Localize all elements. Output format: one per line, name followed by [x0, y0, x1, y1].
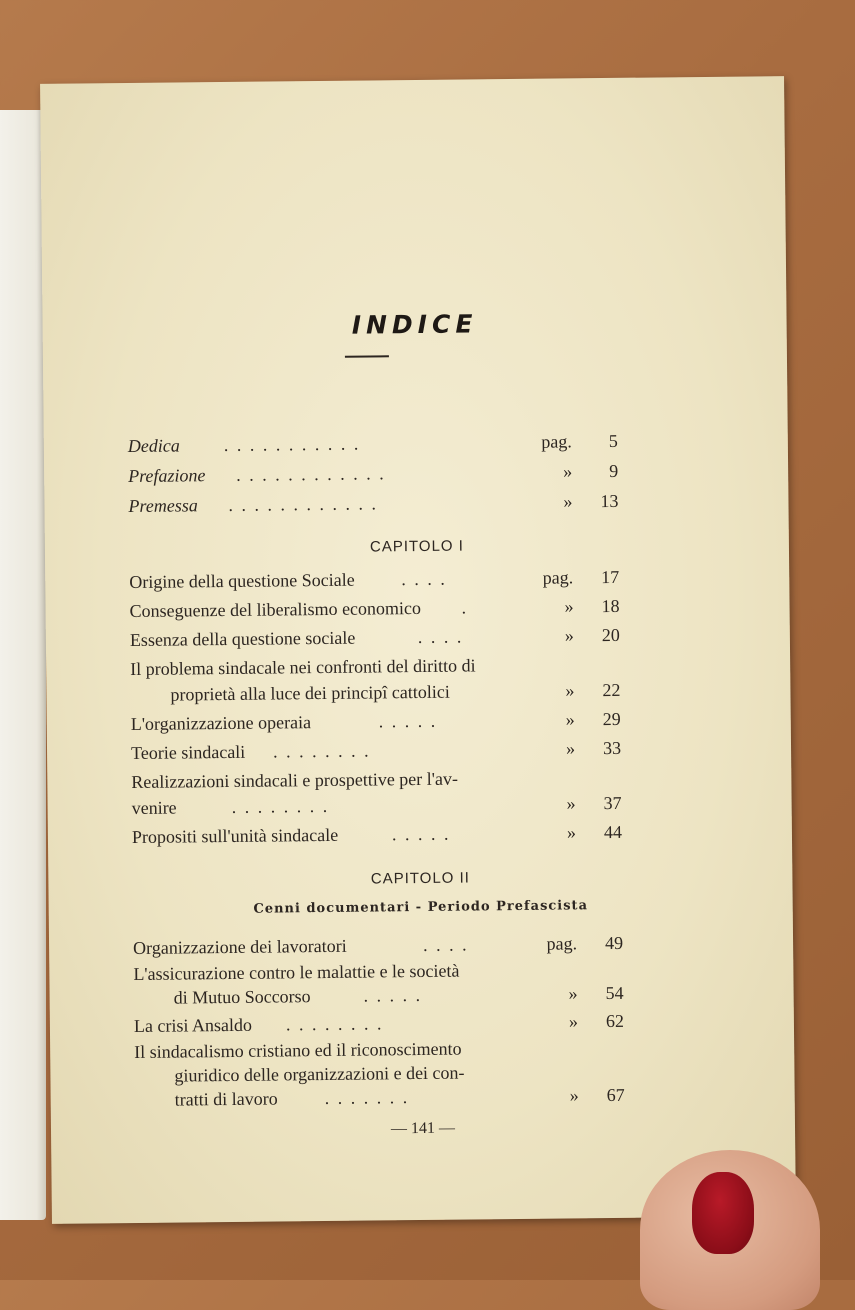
toc-entry-title-cont: giuridico delle organizzazioni e dei con-: [174, 1062, 465, 1086]
toc-entry-title: Il sindacalismo cristiano ed il riconoscimento: [134, 1038, 462, 1062]
toc-entry-continuation: [170, 677, 620, 708]
fingernail: [692, 1172, 754, 1254]
toc-entry-page: 54: [605, 982, 624, 1004]
toc-entry-page: 5: [608, 430, 618, 451]
toc-entry-ref: »: [564, 625, 574, 646]
leader-dots: . . . . .: [378, 710, 438, 732]
toc-entry: [128, 428, 618, 459]
toc-entry: [130, 622, 620, 653]
toc-entry-title: Propositi sull'unità sindacale: [131, 824, 339, 848]
toc-entry: [129, 564, 619, 595]
toc-entry: [131, 735, 621, 766]
toc-entry-title: Realizzazioni sindacali e prospettive per l'av-: [131, 768, 459, 793]
toc-entry-title: Teorie sindacali: [130, 741, 246, 764]
toc-entry-page: 9: [609, 460, 619, 481]
toc-entry-page: 37: [603, 792, 622, 814]
leader-dots: . . . . . . . . . . .: [223, 433, 361, 456]
page-title: INDICE: [351, 309, 478, 340]
chapter-heading: CAPITOLO II: [370, 869, 471, 888]
toc-entry-title-cont: venire: [131, 797, 177, 819]
toc-entry-page: 20: [601, 624, 620, 646]
toc-entry-ref: pag.: [546, 933, 578, 954]
toc-entry-title-cont: tratti di lavoro: [174, 1088, 278, 1110]
toc-entry-title: La crisi Ansaldo: [133, 1014, 253, 1036]
leader-dots: . . . . . . . . . . . .: [228, 493, 379, 515]
toc-entry-title-cont: proprietà alla luce dei principî cattolici: [170, 681, 450, 705]
toc-entry-title: L'organizzazione operaia: [130, 712, 312, 735]
toc-entry-ref: »: [569, 1085, 579, 1106]
toc-entry-page: 33: [602, 737, 622, 759]
title-rule: [345, 355, 389, 357]
toc-entry: [129, 593, 619, 624]
toc-entry: [128, 488, 618, 519]
toc-entry-ref: »: [565, 738, 576, 759]
toc-entry-title: Prefazione: [128, 465, 206, 487]
toc-entry-ref: »: [566, 822, 577, 843]
toc-entry: [131, 706, 621, 737]
toc-entry-continuation: [173, 980, 623, 1011]
leader-dots: . . . . . . . . . . . .: [236, 463, 386, 485]
toc-entry-page: 62: [605, 1010, 624, 1032]
toc-entry: [128, 458, 618, 489]
toc-entry-ref: »: [564, 596, 574, 617]
toc-entry-page: 49: [604, 932, 624, 954]
toc-entry-ref: »: [568, 1011, 579, 1032]
toc-entry: [132, 819, 622, 850]
toc-entry-ref: »: [563, 461, 573, 482]
leader-dots: . . . . .: [363, 984, 423, 1006]
toc-entry-title: Essenza della questione sociale: [129, 627, 356, 651]
toc-entry-page: 22: [602, 679, 621, 701]
toc-entry-page: 17: [601, 566, 620, 588]
toc-entry-title: Origine della questione Sociale: [129, 569, 355, 593]
toc-entry-title: Il problema sindacale nei confronti del diritto di: [130, 655, 476, 680]
chapter-subtitle: Cenni documentari - Periodo Prefascista: [253, 898, 589, 917]
toc-entry-title: Dedica: [127, 435, 180, 457]
leader-dots: .: [461, 597, 469, 618]
book-page: [40, 76, 796, 1224]
toc-entry-title-cont: di Mutuo Soccorso: [173, 986, 311, 1008]
toc-entry-ref: »: [566, 793, 576, 814]
toc-entry-ref: »: [565, 680, 575, 701]
leader-dots: . . . . . . . .: [272, 740, 371, 762]
leader-dots: . . . .: [401, 568, 447, 590]
leader-dots: . . . . .: [391, 823, 451, 845]
leader-dots: . . . . . . . .: [285, 1013, 384, 1035]
facing-page-edge: [0, 110, 46, 1220]
toc-entry-ref: pag.: [541, 431, 572, 452]
page-number-footer: — 141 —: [390, 1119, 456, 1138]
leader-dots: . . . . . . .: [324, 1087, 410, 1109]
toc-entry-title: Organizzazione dei lavoratori: [133, 935, 347, 958]
toc-entry-ref: »: [563, 491, 573, 512]
toc-entry-title: L'assicurazione contro le malattie e le società: [133, 960, 460, 984]
toc-entry-page: 18: [601, 595, 620, 617]
toc-entry-page: 44: [603, 821, 623, 843]
toc-entry-ref: pag.: [542, 567, 574, 588]
leader-dots: . . . . . . . .: [231, 795, 330, 817]
toc-entry-page: 13: [600, 490, 619, 512]
chapter-heading: CAPITOLO I: [369, 537, 464, 556]
toc-entry-title: Conseguenze del liberalismo economico: [129, 597, 422, 622]
toc-entry-ref: »: [565, 709, 575, 730]
leader-dots: . . . .: [417, 626, 464, 648]
toc-entry-page: 29: [602, 708, 621, 730]
toc-entry-continuation: [175, 1082, 625, 1113]
leader-dots: . . . .: [422, 934, 469, 955]
toc-entry-continuation: [132, 790, 622, 821]
toc-entry-page: 67: [606, 1084, 625, 1106]
toc-entry-ref: »: [568, 983, 578, 1004]
toc-entry-title: Premessa: [128, 495, 198, 517]
